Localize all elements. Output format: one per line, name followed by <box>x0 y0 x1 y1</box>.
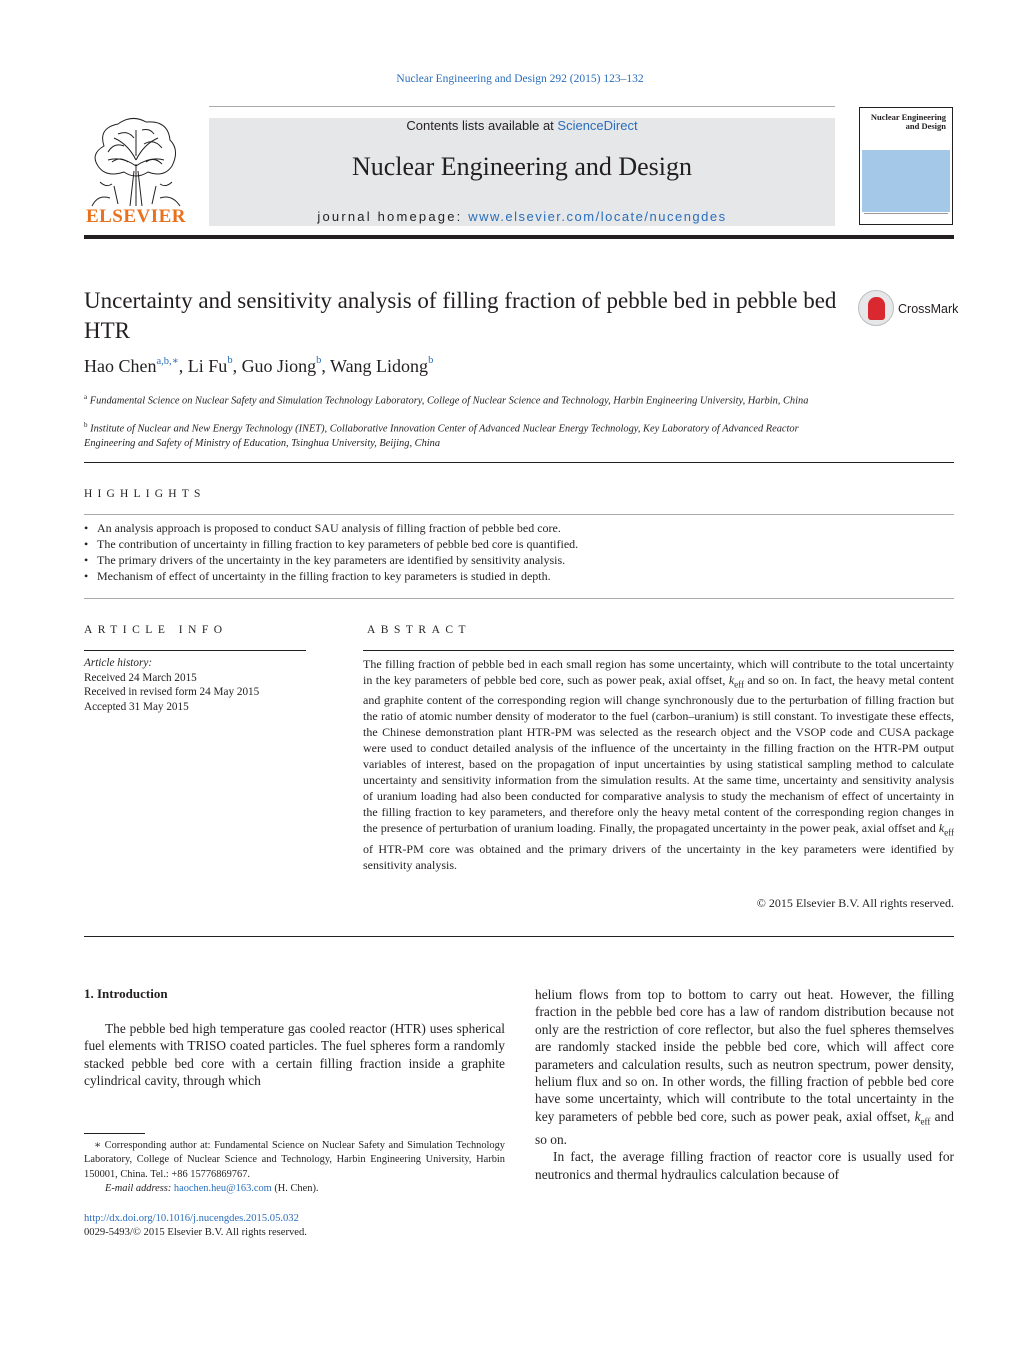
author-affil-marks[interactable]: a,b,∗ <box>156 356 179 367</box>
highlights-heading: HIGHLIGHTS <box>84 488 206 500</box>
abstract-part: and so on. In fact, the heavy metal content and graphite content of the corresponding region will change synchronously due to the perturbation of filling fraction but the ratio of atomic number density of moderator to the fuel (carbon–uranium) is still constant. To investigate these effects, the Chinese demonstration plant HTR-PM was selected as the research object and the VSOP code and CUSA package were used to conduct detailed analysis of the influence of the uncertainty in the filling fraction on the HTR-PM output variables of interest, based on the propagation of input uncertainties by using statistical sampling method to calculate uncertainty and sensitivity information from the simulation results. At the same time, uncertainty and sensitivity analysis of uranium loading had also been conducted for comparative analysis to study the mechanism of effect of uncertainty in the filling fraction to key parameters, and therefore only the heavy metal content of the corresponding region changes in the presence of perturbation of uranium loading. Finally, the propagated uncertainty in the power peak, axial offset and <box>363 673 954 836</box>
highlight-text: The primary drivers of the uncertainty in the key parameters are identified by sensitivity analysis. <box>97 553 566 567</box>
highlight-text: Mechanism of effect of uncertainty in the filling fraction to key parameters is studied in depth. <box>97 569 551 583</box>
received-date: Received 24 March 2015 <box>84 671 197 684</box>
author-affil-marks[interactable]: b <box>316 355 322 366</box>
body-divider <box>84 936 954 937</box>
journal-cover-thumbnail[interactable] <box>859 107 953 225</box>
crossmark-label: CrossMark <box>898 302 959 316</box>
abstract-body <box>363 656 954 873</box>
author-list <box>84 356 433 377</box>
highlight-text: An analysis approach is proposed to conduct SAU analysis of filling fraction of pebble bed core. <box>97 521 561 535</box>
abstract-part: of HTR-PM core was obtained and the primary drivers of the uncertainty in the key parameters were identified by sensitivity analysis. <box>363 841 954 872</box>
bullet-icon: • <box>84 537 89 551</box>
intro-paragraph: In fact, the average filling fraction of reactor core is usually used for neutronics and thermal hydraulics calculation because of <box>535 1149 954 1182</box>
header-divider <box>209 106 835 107</box>
k-eff-symbol: k <box>938 821 945 836</box>
contents-line <box>209 118 835 133</box>
highlight-item <box>84 520 954 536</box>
email-label: E-mail address: <box>105 1183 172 1195</box>
cover-header <box>860 108 952 150</box>
abstract-part: The filling fraction of pebble bed in each small region has some uncertainty, which will contribute to the total uncertainty in the key parameters of pebble bed core, such as power peak, axial offset, <box>363 657 954 687</box>
contents-prefix: Contents lists available at <box>406 118 558 133</box>
highlight-text: The contribution of uncertainty in filling fraction to key parameters of pebble bed core is quantified. <box>97 537 579 551</box>
email-suffix: (H. Chen). <box>271 1183 319 1195</box>
article-info-rule <box>84 650 306 651</box>
highlights-list <box>84 520 954 584</box>
highlight-item <box>84 552 954 568</box>
cover-footer <box>864 213 948 222</box>
k-eff-subscript: eff <box>944 827 954 838</box>
header-thick-rule <box>84 235 954 239</box>
footnote-body: Corresponding author at: Fundamental Science on Nuclear Safety and Simulation Technology Laboratory, College of Nuclear Science and Technology, Harbin Engineering University, Harbin 150001, China. Tel.: +86 15776869767. <box>84 1140 505 1180</box>
author-separator: , <box>178 356 188 376</box>
issn-copyright: 0029-5493/© 2015 Elsevier B.V. All rights reserved. <box>84 1227 307 1239</box>
author-separator: , <box>321 356 331 376</box>
homepage-label: journal homepage: <box>317 209 469 224</box>
author-name[interactable]: Hao Chen <box>84 356 157 376</box>
k-eff-subscript: eff <box>734 679 744 690</box>
email-link[interactable]: haochen.heu@163.com <box>173 1183 272 1195</box>
bullet-icon: • <box>84 553 89 567</box>
affiliation-b <box>84 418 844 451</box>
footnote-rule <box>84 1133 145 1134</box>
elsevier-tree-icon <box>84 116 188 208</box>
cover-title-line1: Nuclear Engineering <box>870 112 946 122</box>
abstract-heading: ABSTRACT <box>367 624 472 636</box>
highlight-item <box>84 536 954 552</box>
homepage-link[interactable]: www.elsevier.com/locate/nucengdes <box>468 209 727 224</box>
author-affil-marks[interactable]: b <box>428 355 434 366</box>
abstract-rule <box>363 650 954 651</box>
highlights-rule-bottom <box>84 598 954 599</box>
article-title: Uncertainty and sensitivity analysis of filling fraction of pebble bed in pebble bed HTR <box>84 288 837 343</box>
affiliation-text: Fundamental Science on Nuclear Safety and Simulation Technology Laboratory, College of Nuclear Science and Technology, Harbin Engineering University, Harbin, China <box>89 395 809 407</box>
affiliation-mark: a <box>84 393 88 401</box>
highlight-item <box>84 568 954 584</box>
author-name[interactable]: Guo Jiong <box>241 356 317 376</box>
cover-artwork <box>862 150 950 212</box>
copyright-notice: © 2015 Elsevier B.V. All rights reserved. <box>756 896 954 910</box>
affiliation-text: Institute of Nuclear and New Energy Technology (INET), Collaborative Innovation Center of Advanced Nuclear Energy Technology, Key Laboratory of Advanced Reactor Engineering and Safety of Ministry of Education, Tsinghua University, Beijing, China <box>84 423 799 449</box>
doi-link[interactable]: http://dx.doi.org/10.1016/j.nucengdes.2015.05.032 <box>84 1213 299 1224</box>
bullet-icon: • <box>84 569 89 583</box>
history-label: Article history: <box>84 657 153 669</box>
highlights-rule-top <box>84 514 954 515</box>
journal-name: Nuclear Engineering and Design <box>351 152 693 181</box>
journal-citation[interactable]: Nuclear Engineering and Design 292 (2015) 123–132 <box>396 73 644 85</box>
cover-title-line2: and Design <box>905 121 946 131</box>
crossmark-icon <box>858 290 894 326</box>
corresponding-author-footnote <box>84 1139 505 1197</box>
intro-text: helium flows from top to bottom to carry out heat. However, the filling fraction in the pebble bed core has a law of random distribution because not only are the restriction of core reflector, but also the fuel spheres themselves are randomly stacked inside the pebble bed core, which will affect core parameters and calculation results, such as neutron spectrum, power density, helium flux and so on. In other words, the filling fraction of pebble bed core have some uncertainty, which will contribute to the total uncertainty in the key parameters of pebble bed core, such as power peak, axial offset, <box>535 987 954 1124</box>
section-heading-introduction: 1. Introduction <box>84 986 168 1001</box>
affiliation-mark: b <box>84 421 88 429</box>
author-name[interactable]: Wang Lidong <box>330 356 429 376</box>
k-eff-symbol: k <box>728 673 735 687</box>
elsevier-logo[interactable] <box>84 116 188 228</box>
section-divider <box>84 462 954 463</box>
intro-paragraph <box>535 986 954 1148</box>
k-eff-subscript: eff <box>920 1116 931 1127</box>
accepted-date: Accepted 31 May 2015 <box>84 700 189 713</box>
intro-column-2 <box>535 986 954 1183</box>
doi-block <box>84 1212 307 1241</box>
article-info-heading: ARTICLE INFO <box>84 624 228 636</box>
revised-date: Received in revised form 24 May 2015 <box>84 686 260 698</box>
sciencedirect-link[interactable]: ScienceDirect <box>557 118 638 133</box>
k-eff-symbol: k <box>914 1108 921 1124</box>
author-name[interactable]: Li Fu <box>187 356 228 376</box>
intro-text: and so on. <box>535 1108 955 1147</box>
footnote-marker: ∗ <box>94 1140 102 1151</box>
author-affil-marks[interactable]: b <box>227 355 233 366</box>
footnote-email-line <box>84 1182 505 1196</box>
homepage-line <box>209 209 835 224</box>
intro-paragraph-col1: The pebble bed high temperature gas cooled reactor (HTR) uses spherical fuel elements with TRISO coated particles. The fuel spheres form a randomly stacked pebble bed core with a certain filling fraction inside a graphite cylindrical cavity, through which <box>84 1021 505 1089</box>
affiliation-a <box>84 390 844 409</box>
crossmark-badge[interactable] <box>858 290 959 330</box>
bullet-icon: • <box>84 521 89 535</box>
footnote-text <box>84 1139 505 1182</box>
elsevier-wordmark: ELSEVIER <box>85 206 187 227</box>
author-separator: , <box>232 356 242 376</box>
article-history <box>84 656 306 714</box>
cover-title <box>871 113 946 131</box>
